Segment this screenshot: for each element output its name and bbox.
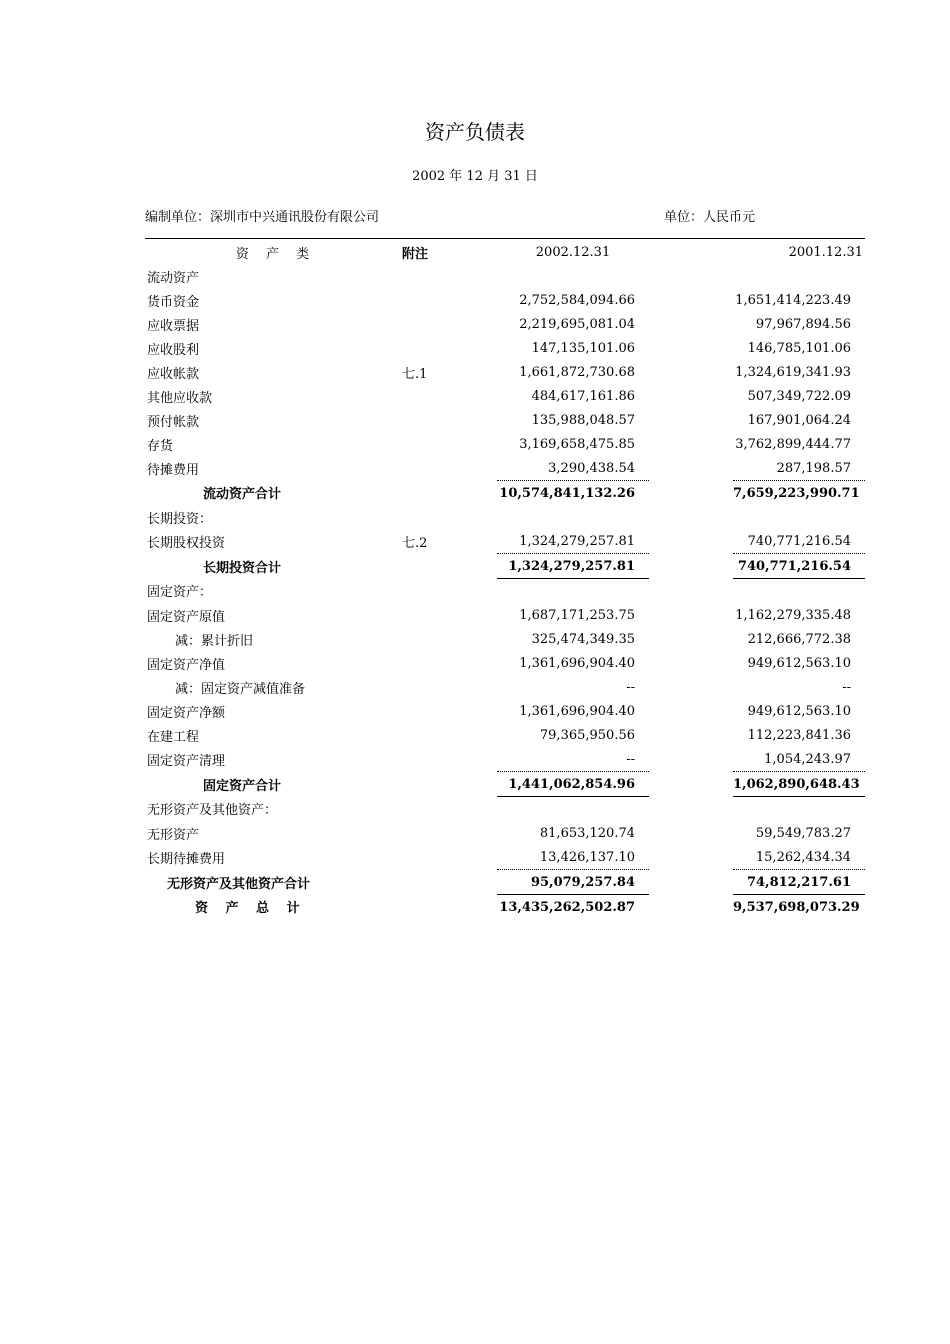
- row-gap: [649, 456, 733, 481]
- row-value-2001: 1,162,279,335.48: [735, 607, 851, 623]
- table-row: [145, 336, 865, 360]
- row-value-2001: 740,771,216.54: [733, 529, 865, 554]
- row-note: 七.1: [402, 366, 428, 382]
- row-note: [400, 384, 497, 408]
- row-gap: [649, 895, 733, 920]
- row-note: [400, 264, 497, 288]
- row-note: [400, 821, 497, 845]
- table-row: [145, 821, 865, 845]
- row-gap: [649, 627, 733, 651]
- row-value-2001: 740,771,216.54: [733, 554, 865, 579]
- row-value-2002: 1,324,279,257.81: [497, 554, 649, 579]
- table-row: [145, 360, 865, 384]
- table-row: [145, 747, 865, 772]
- table-row: [145, 627, 865, 651]
- row-gap: [649, 603, 733, 627]
- table-row: [145, 288, 865, 312]
- row-gap: [649, 870, 733, 895]
- row-value-2002: 10,574,841,132.26: [499, 485, 635, 501]
- row-label: 固定资产净额: [147, 705, 226, 721]
- row-value-2001: 97,967,894.56: [755, 316, 851, 332]
- row-note: [400, 895, 497, 920]
- row-value-2001: 212,666,772.38: [747, 631, 851, 647]
- row-value-2002: 1,441,062,854.96: [497, 772, 649, 797]
- row-label: 在建工程: [147, 729, 200, 745]
- row-value-2002: 1,661,872,730.68: [519, 364, 635, 380]
- row-label: 存货: [147, 438, 174, 454]
- row-note: [400, 505, 497, 529]
- row-value-2002: 2,752,584,094.66: [519, 292, 635, 308]
- table-body: [145, 264, 865, 919]
- row-value-2002: [497, 264, 649, 288]
- row-gap: [649, 481, 733, 506]
- row-value-2002: 3,169,658,475.85: [519, 436, 635, 452]
- table-row: [145, 675, 865, 699]
- row-value-2001: 167,901,064.24: [747, 412, 851, 428]
- row-value-2001: [733, 505, 865, 529]
- row-gap: [649, 360, 733, 384]
- row-note: [400, 554, 497, 579]
- row-value-2001: 7,659,223,990.71: [733, 485, 860, 501]
- row-note: [400, 723, 497, 747]
- row-value-2002: 2,219,695,081.04: [519, 316, 635, 332]
- row-note: [400, 870, 497, 895]
- row-value-2002: 1,687,171,253.75: [519, 607, 635, 623]
- row-note: [400, 772, 497, 797]
- row-label: 长期投资合计: [203, 560, 282, 576]
- row-gap: [649, 797, 733, 822]
- column-header-2002: 2002.12.31: [535, 244, 611, 260]
- table-row: [145, 579, 865, 604]
- row-value-2002: 484,617,161.86: [531, 388, 635, 404]
- row-note: [400, 312, 497, 336]
- row-value-2002: [497, 579, 649, 604]
- row-label: 无形资产及其他资产：: [147, 803, 278, 819]
- row-label: 固定资产：: [147, 585, 213, 601]
- table-row: [145, 432, 865, 456]
- header-divider: [145, 238, 865, 239]
- row-label: 固定资产合计: [203, 778, 282, 794]
- row-gap: [649, 312, 733, 336]
- row-value-2002: 135,988,048.57: [531, 412, 635, 428]
- row-gap: [649, 723, 733, 747]
- column-header-note: 附注: [402, 246, 429, 262]
- row-value-2002: --: [497, 747, 649, 772]
- table-row: [145, 529, 865, 554]
- row-value-2001: --: [842, 679, 851, 695]
- row-value-2001: 146,785,101.06: [747, 340, 851, 356]
- row-gap: [649, 529, 733, 554]
- row-note: [400, 845, 497, 870]
- row-gap: [649, 699, 733, 723]
- row-gap: [649, 651, 733, 675]
- row-value-2001: 112,223,841.36: [747, 727, 851, 743]
- row-note: [400, 627, 497, 651]
- row-gap: [649, 288, 733, 312]
- table-row: [145, 384, 865, 408]
- table-row: [145, 723, 865, 747]
- row-value-2001: 949,612,563.10: [747, 703, 851, 719]
- row-gap: [649, 675, 733, 699]
- row-value-2002: 3,290,438.54: [497, 456, 649, 481]
- row-gap: [649, 772, 733, 797]
- row-value-2002: 13,426,137.10: [497, 845, 649, 870]
- row-value-2001: [733, 579, 865, 604]
- row-note: [400, 456, 497, 481]
- table-row: [145, 845, 865, 870]
- row-label: 应收帐款: [147, 366, 200, 382]
- row-value-2001: 9,537,698,073.29: [733, 899, 860, 915]
- report-date: 2002 年 12 月 31 日: [412, 169, 538, 184]
- column-header-2001: 2001.12.31: [788, 244, 863, 260]
- row-value-2002: [497, 505, 649, 529]
- row-note: [400, 651, 497, 675]
- row-value-2001: [733, 797, 865, 822]
- row-label: 固定资产清理: [147, 753, 226, 769]
- row-label: 长期投资：: [147, 511, 213, 527]
- row-label: 减：累计折旧: [175, 633, 254, 649]
- row-note: [400, 408, 497, 432]
- row-value-2002: 147,135,101.06: [531, 340, 635, 356]
- row-label: 资 产 总 计: [195, 901, 300, 917]
- row-label: 无形资产及其他资产合计: [167, 876, 311, 892]
- row-value-2002: 13,435,262,502.87: [499, 899, 635, 915]
- company-label: 编制单位：深圳市中兴通讯股份有限公司: [145, 210, 380, 225]
- row-note: [400, 288, 497, 312]
- row-gap: [649, 845, 733, 870]
- table-row: [145, 651, 865, 675]
- row-note: 七.2: [402, 535, 428, 551]
- row-value-2001: 74,812,217.61: [733, 870, 865, 895]
- row-value-2001: 1,651,414,223.49: [735, 292, 851, 308]
- row-value-2002: --: [626, 679, 635, 695]
- table-row: [145, 264, 865, 288]
- row-label: 减：固定资产减值准备: [175, 681, 306, 697]
- table-row: [145, 603, 865, 627]
- row-value-2002: 79,365,950.56: [539, 727, 635, 743]
- page-title: 资产负债表: [425, 120, 525, 144]
- row-value-2002: 95,079,257.84: [497, 870, 649, 895]
- table-row: [145, 554, 865, 579]
- table-row: [145, 772, 865, 797]
- row-gap: [649, 747, 733, 772]
- row-label: 长期待摊费用: [147, 851, 226, 867]
- row-value-2001: 949,612,563.10: [747, 655, 851, 671]
- row-gap: [649, 408, 733, 432]
- row-label: 其他应收款: [147, 390, 213, 406]
- row-note: [400, 675, 497, 699]
- row-value-2002: 1,361,696,904.40: [519, 703, 635, 719]
- row-note: [400, 699, 497, 723]
- balance-sheet-table: [145, 240, 865, 919]
- row-note: [400, 336, 497, 360]
- table-row: [145, 456, 865, 481]
- row-label: 应收票据: [147, 318, 200, 334]
- table-row: [145, 699, 865, 723]
- row-label: 预付帐款: [147, 414, 200, 430]
- row-gap: [649, 821, 733, 845]
- row-note: [400, 481, 497, 506]
- row-label: 固定资产原值: [147, 609, 226, 625]
- table-row: [145, 481, 865, 506]
- row-gap: [649, 505, 733, 529]
- row-value-2001: 507,349,722.09: [747, 388, 851, 404]
- table-row: [145, 312, 865, 336]
- row-gap: [649, 264, 733, 288]
- row-note: [400, 579, 497, 604]
- column-header-item: 资 产 类: [235, 246, 310, 262]
- row-value-2002: 1,361,696,904.40: [519, 655, 635, 671]
- table-row: [145, 895, 865, 920]
- table-row: [145, 870, 865, 895]
- row-value-2001: 1,062,890,648.43: [733, 772, 865, 797]
- row-label: 无形资产: [147, 827, 200, 843]
- row-label: 固定资产净值: [147, 657, 226, 673]
- row-value-2001: 15,262,434.34: [733, 845, 865, 870]
- row-value-2001: 1,324,619,341.93: [735, 364, 851, 380]
- table-row: [145, 408, 865, 432]
- row-label: 待摊费用: [147, 462, 200, 478]
- row-label: 应收股利: [147, 342, 200, 358]
- row-label: 长期股权投资: [147, 535, 226, 551]
- row-gap: [649, 554, 733, 579]
- row-value-2001: 59,549,783.27: [755, 825, 851, 841]
- row-label: 货币资金: [147, 294, 200, 310]
- table-header-row: [145, 240, 865, 264]
- row-note: [400, 797, 497, 822]
- row-value-2002: [497, 797, 649, 822]
- table-row: [145, 797, 865, 822]
- row-label: 流动资产: [147, 270, 200, 286]
- row-value-2001: [733, 264, 865, 288]
- row-value-2001: 3,762,899,444.77: [735, 436, 851, 452]
- row-note: [400, 432, 497, 456]
- row-value-2002: 81,653,120.74: [539, 825, 635, 841]
- row-note: [400, 603, 497, 627]
- row-note: [400, 747, 497, 772]
- row-gap: [649, 432, 733, 456]
- row-gap: [649, 384, 733, 408]
- row-gap: [649, 336, 733, 360]
- row-label: 流动资产合计: [203, 487, 282, 503]
- row-value-2002: 1,324,279,257.81: [497, 529, 649, 554]
- table-row: [145, 505, 865, 529]
- row-gap: [649, 579, 733, 604]
- row-value-2001: 287,198.57: [733, 456, 865, 481]
- currency-unit-label: 单位：人民币元: [664, 210, 756, 225]
- row-value-2002: 325,474,349.35: [531, 631, 635, 647]
- row-value-2001: 1,054,243.97: [733, 747, 865, 772]
